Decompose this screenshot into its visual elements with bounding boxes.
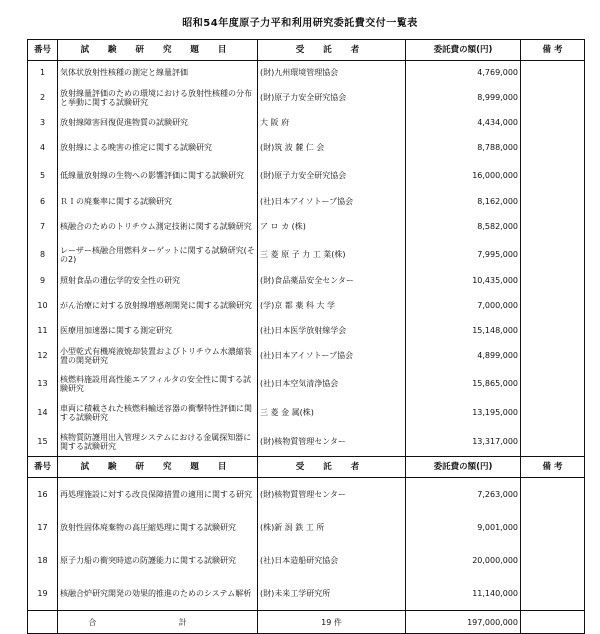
row-title: 放射線障害回復促進物質の試験研究: [58, 111, 258, 134]
row-no: 7: [28, 213, 58, 240]
table-row: [28, 61, 585, 85]
row-org: 大 阪 府: [258, 111, 406, 134]
header-note: 備 考: [521, 40, 585, 61]
row-amount: 8,999,000: [406, 84, 521, 111]
row-amount: 4,434,000: [406, 111, 521, 134]
row-title: 核物質防護用出入管理システムにおける金属探知器に関する試験研究: [58, 427, 258, 457]
table-header-row-repeat: [28, 457, 585, 478]
row-title: 低線量放射線の生物への影響評価に関する試験研究: [58, 161, 258, 190]
row-org: ア ロ カ (株): [258, 213, 406, 240]
header-title: 試 験 研 究 題 目: [58, 40, 258, 61]
row-title: 核融合のためのトリチウム測定技術に関する試験研究: [58, 213, 258, 240]
row-note: [521, 342, 585, 369]
row-amount: 4,769,000: [406, 61, 521, 85]
row-amount: 13,317,000: [406, 427, 521, 457]
row-amount: 11,140,000: [406, 577, 521, 611]
row-org: (財)核物質管理センター: [258, 427, 406, 457]
table-row: [28, 240, 585, 269]
table-row: [28, 427, 585, 457]
row-amount: 15,148,000: [406, 319, 521, 342]
document-title: 昭和54年度原子力平和利用研究委託費交付一覧表: [182, 18, 418, 29]
table-row: [28, 342, 585, 369]
table-row: [28, 398, 585, 427]
row-amount: 4,899,000: [406, 342, 521, 369]
header-org: 受 託 者: [258, 457, 406, 478]
row-org: 三 菱 原 子 力 工 業(株): [258, 240, 406, 269]
row-title: 核融合炉研究開発の効果的推進のためのシステム解析: [58, 577, 258, 611]
row-title: 放射線量評価のための環境における放射性核種の分布と挙動に関する試験研究: [58, 84, 258, 111]
row-title: レーザー核融合用燃料ターゲットに関する試験研究(その2): [58, 240, 258, 269]
row-amount: 13,195,000: [406, 398, 521, 427]
table-row: [28, 161, 585, 190]
row-note: [521, 190, 585, 213]
row-note: [521, 213, 585, 240]
row-no: 12: [28, 342, 58, 369]
row-no: 13: [28, 369, 58, 398]
row-org: (株)新 潟 鉄 工 所: [258, 511, 406, 544]
row-org: (財)核物質管理センター: [258, 478, 406, 512]
table-row: [28, 544, 585, 577]
total-amount: 197,000,000: [406, 611, 521, 634]
row-note: [521, 577, 585, 611]
row-title: がん治療に対する放射線増感剤開発に関する試験研究: [58, 292, 258, 319]
row-org: (社)日本空気清浄協会: [258, 369, 406, 398]
row-title: 放射性固体廃棄物の高圧縮処理に関する試験研究: [58, 511, 258, 544]
table-row: [28, 369, 585, 398]
table-row: [28, 134, 585, 161]
row-note: [521, 161, 585, 190]
row-note: [521, 319, 585, 342]
row-note: [521, 240, 585, 269]
row-note: [521, 511, 585, 544]
table-row: [28, 478, 585, 512]
row-title: 照射食品の遺伝学的安全性の研究: [58, 269, 258, 292]
row-no: 15: [28, 427, 58, 457]
header-amount: 委託費の額(円): [406, 457, 521, 478]
header-no: 番号: [28, 457, 58, 478]
row-no: 19: [28, 577, 58, 611]
table-row: [28, 190, 585, 213]
row-no: 10: [28, 292, 58, 319]
table-row: [28, 292, 585, 319]
header-amount: 委託費の額(円): [406, 40, 521, 61]
row-title: 核燃料施設用高性能エアフィルタの安全性に関する試験研究: [58, 369, 258, 398]
row-note: [521, 369, 585, 398]
row-no: 4: [28, 134, 58, 161]
row-org: (社)日本医学放射線学会: [258, 319, 406, 342]
row-note: [521, 134, 585, 161]
total-no: [28, 611, 58, 634]
row-org: (学)京 都 薬 科 大 学: [258, 292, 406, 319]
row-amount: 7,263,000: [406, 478, 521, 512]
row-no: 6: [28, 190, 58, 213]
table-row: [28, 511, 585, 544]
row-org: (財)原子力安全研究協会: [258, 84, 406, 111]
row-title: 気体状放射性核種の測定と線量評価: [58, 61, 258, 85]
row-amount: 10,435,000: [406, 269, 521, 292]
grant-table: [27, 39, 585, 634]
row-no: 8: [28, 240, 58, 269]
row-amount: 7,995,000: [406, 240, 521, 269]
row-org: (社)日本アイソトープ協会: [258, 190, 406, 213]
row-amount: 7,000,000: [406, 292, 521, 319]
row-no: 2: [28, 84, 58, 111]
header-org: 受 託 者: [258, 40, 406, 61]
row-org: (社)日本造船研究協会: [258, 544, 406, 577]
total-label: 合 計: [58, 611, 258, 634]
row-no: 14: [28, 398, 58, 427]
row-amount: 8,162,000: [406, 190, 521, 213]
table-row: [28, 319, 585, 342]
row-title: 放射線による晩害の推定に関する試験研究: [58, 134, 258, 161]
header-title: 試 験 研 究 題 目: [58, 457, 258, 478]
row-org: (財)未来工学研究所: [258, 577, 406, 611]
header-note: 備 考: [521, 457, 585, 478]
row-amount: 20,000,000: [406, 544, 521, 577]
total-note: [521, 611, 585, 634]
row-org: 三 菱 金 属(株): [258, 398, 406, 427]
row-org: (財)九州環境管理協会: [258, 61, 406, 85]
row-no: 3: [28, 111, 58, 134]
row-note: [521, 111, 585, 134]
row-no: 5: [28, 161, 58, 190]
table-row: [28, 111, 585, 134]
row-title: 小型乾式有機廃液焼却装置およびトリチウム水濃縮装置の開発研究: [58, 342, 258, 369]
row-note: [521, 398, 585, 427]
row-note: [521, 84, 585, 111]
row-no: 9: [28, 269, 58, 292]
total-row: [28, 611, 585, 634]
row-org: (財)原子力安全研究協会: [258, 161, 406, 190]
table-row: [28, 213, 585, 240]
row-note: [521, 292, 585, 319]
header-no: 番号: [28, 40, 58, 61]
row-note: [521, 427, 585, 457]
table-header-row: [28, 40, 585, 61]
row-no: 1: [28, 61, 58, 85]
row-amount: 16,000,000: [406, 161, 521, 190]
table-row: [28, 269, 585, 292]
row-note: [521, 478, 585, 512]
table-row: [28, 84, 585, 111]
row-title: ＲＩの廃棄率に関する試験研究: [58, 190, 258, 213]
row-org: (財)筑 波 麓 仁 会: [258, 134, 406, 161]
row-no: 17: [28, 511, 58, 544]
row-note: [521, 544, 585, 577]
row-org: (社)日本アイソトープ協会: [258, 342, 406, 369]
row-title: 車両に積載された核燃料輸送容器の衝撃特性評価に関する試験研究: [58, 398, 258, 427]
row-note: [521, 61, 585, 85]
row-no: 16: [28, 478, 58, 512]
row-note: [521, 269, 585, 292]
row-amount: 8,788,000: [406, 134, 521, 161]
row-no: 18: [28, 544, 58, 577]
row-title: 医療用加速器に関する測定研究: [58, 319, 258, 342]
row-amount: 15,865,000: [406, 369, 521, 398]
total-count: 19 件: [258, 611, 406, 634]
row-org: (財)食品薬品安全センター: [258, 269, 406, 292]
row-title: 原子力船の衝突時遮の防護能力に関する試験研究: [58, 544, 258, 577]
row-amount: 9,001,000: [406, 511, 521, 544]
row-no: 11: [28, 319, 58, 342]
row-title: 再処理施設に対する改良保障措置の適用に関する研究: [58, 478, 258, 512]
row-amount: 8,582,000: [406, 213, 521, 240]
table-row: [28, 577, 585, 611]
